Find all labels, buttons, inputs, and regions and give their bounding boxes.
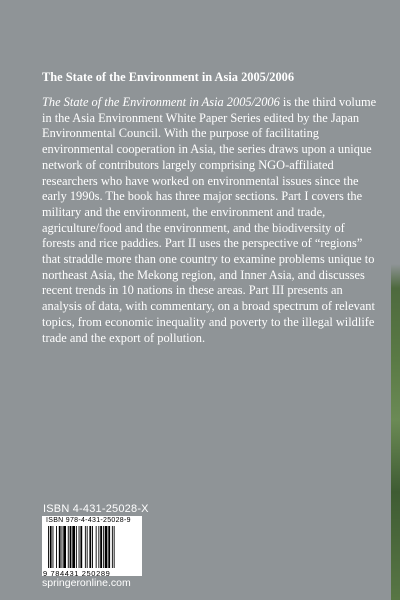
barcode-bar	[80, 526, 82, 568]
barcode-bar	[89, 526, 91, 568]
barcode-bar	[114, 526, 115, 568]
back-cover-title: The State of the Environment in Asia 2005/2006	[42, 70, 295, 84]
barcode-bar	[63, 526, 66, 568]
barcode-bar	[50, 526, 52, 568]
barcode-bar	[87, 526, 88, 568]
barcode-bar	[62, 526, 63, 568]
description-text: is the third volume in the Asia Environment White Paper Series edited by the Japan Environmental Council. With the purpose of facilitating environmental cooperation in Asia, the series draws upon a unique network of contributors largely comprising NGO-affiliated researchers who have worked on environmental issues since the early 1990s. The book has three major sections. Part I covers the military and the environment, the environment and trade, agriculture/food and the environment, and the biodiversity of forests and rice paddies. Part II uses the perspective of “regions” that straddle more than one country to examine problems unique to northeast Asia, the Mekong region, and Inner Asia, and discusses recent trends in 10 nations in these areas. Part III presents an analysis of data, with commentary, on a broad spectrum of relevant topics, from economic inequality and poverty to the illegal wildlife trade and the export of pollution.	[42, 95, 377, 345]
barcode-bar	[79, 526, 80, 568]
barcode	[42, 516, 142, 576]
barcode-isbn: ISBN 978-4-431-25028-9	[46, 517, 131, 524]
barcode-bar	[53, 526, 54, 568]
barcode-bar	[76, 526, 77, 568]
barcode-bar	[72, 526, 75, 568]
publisher-website: springeronline.com	[42, 577, 131, 589]
barcode-digits: 9 784431 250289	[43, 569, 111, 578]
barcode-bar	[105, 526, 108, 568]
book-description	[42, 95, 380, 346]
barcode-bar	[100, 526, 102, 568]
barcode-bar	[108, 526, 110, 568]
barcode-bar	[96, 526, 97, 568]
barcode-bars	[42, 516, 142, 576]
barcode-bar	[59, 526, 61, 568]
barcode-bar	[103, 526, 104, 568]
description-book-title: The State of the Environment in Asia 2005/2006	[42, 95, 280, 109]
barcode-bar	[85, 526, 86, 568]
barcode-bar	[70, 526, 72, 568]
barcode-bar	[112, 526, 113, 568]
barcode-bar	[56, 526, 57, 568]
barcode-bar	[48, 526, 49, 568]
barcode-bar	[98, 526, 99, 568]
barcode-bar	[92, 526, 93, 568]
isbn-number: ISBN 4-431-25028-X	[43, 503, 149, 515]
spine-photo-strip	[391, 0, 400, 600]
barcode-bar	[68, 526, 69, 568]
